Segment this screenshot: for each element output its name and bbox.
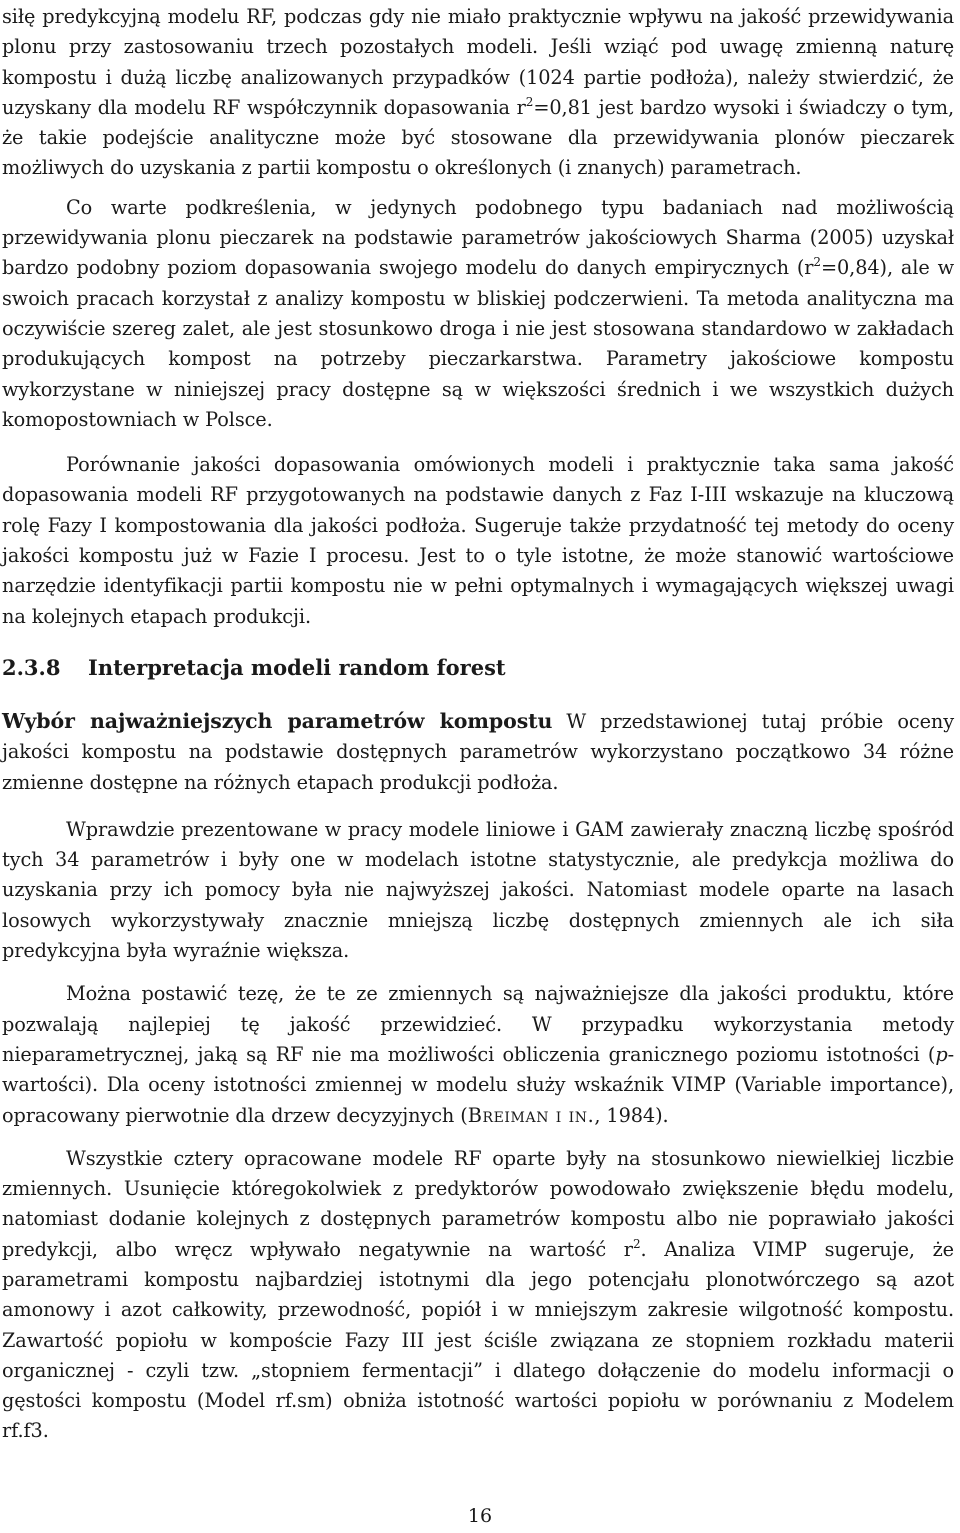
paragraph-vimp-analysis <box>2 1144 954 1447</box>
paragraph-text: Można postawić tezę, że te ze zmiennych są najważniejsze dla jakości produktu, które pozwalają najlepiej tę jakość przewidzieć. W przypadku wykorzystania metody nieparametrycznej, jaką są RF nie ma możliwości obliczenia granicznego poziomu istotności ( <box>2 982 954 1066</box>
paragraph-rf-predictive-power <box>2 2 954 184</box>
section-heading <box>2 653 954 683</box>
italic-p: p <box>935 1042 948 1066</box>
paragraph-parameter-selection <box>2 706 954 798</box>
paragraph-text: siłę predykcyjną modelu RF, podczas gdy nie miało praktycznie wpływu na jakość przewidywania plonu przy zastosowaniu trzech pozostałych modeli. Jeśli wziąć pod uwagę zmienną naturę kompostu i dużą liczbę analizowanych przypadków (1024 partie podłoża), należy stwierdzić, że uzyskany dla modelu RF współczynnik dopasowania r <box>2 5 954 119</box>
paragraph-vimp-intro <box>2 979 954 1130</box>
paragraph-phase-comparison: Porównanie jakości dopasowania omówionych modeli i praktycznie taka sama jakość dopasowania modeli RF przygotowanych na podstawie danych z Faz I-III wskazuje na kluczową rolę Fazy I kompostowania dla jakości podłoża. Sugeruje także przydatność tej metody do oceny jakości kompostu już w Fazie I procesu. Jest to o tyle istotne, że może stanowić wartościowe narzędzie identyfikacji partii kompostu nie w pełni optymalnych i wymagających większej uwagi na kolejnych etapach produkcji. <box>2 453 954 628</box>
section-number: 2.3.8 <box>2 654 61 680</box>
superscript: 2 <box>813 255 821 270</box>
page-number: 16 <box>467 1505 493 1527</box>
paragraph-text: W przedstawionej tutaj próbie oceny jakości kompostu na podstawie dostępnych parametrów wykorzystano początkowo 34 różne zmienne dostępne na różnych etapach produkcji podłoża. <box>2 709 954 794</box>
citation-authors: Breiman i in. <box>467 1103 595 1127</box>
paragraph-text: =0,81 jest bardzo wysoki i świadczy o tym, że takie podejście analityczne może być stosowane dla przewidywania plonów pieczarek możliwych do uzyskania z partii kompostu o określonych (i znanych) parametrach. <box>2 95 954 180</box>
paragraph-text: =0,84), ale w swoich pracach korzystał z analizy kompostu w bliskiej podczerwieni. Ta metoda analityczna ma oczywiście szereg zalet, ale jest stosunkowo droga i nie jest stosowana standardowo w zakładach produkujących kompost na potrzeby pieczarkarstwa. Parametry jakościowe kompostu wykorzystane w niniejszej pracy dostępne są w większości średnich i we wszystkich dużych komopostowniach w Polsce. <box>2 256 954 431</box>
paragraph-sharma-comparison <box>2 193 954 435</box>
superscript: 2 <box>632 1236 641 1251</box>
paragraph-text: Wszystkie cztery opracowane modele RF oparte były na stosunkowo niewielkiej liczbie zmiennych. Usunięcie któregokolwiek z predyktorów powodowało zwiększenie błędu modelu, natomiast dodanie kolejnych z dostępnych parametrów kompostu albo nie poprawiało jakości predykcji, albo wręcz wpływało negatywnie na wartość r <box>2 1146 954 1261</box>
runin-heading: Wybór najważniejszych parametrów kompostu <box>2 708 553 733</box>
paragraph-linear-gam-models: Wprawdzie prezentowane w pracy modele liniowe i GAM zawierały znaczną liczbę spośród tych 34 parametrów i były one w modelach istotne statystycznie, ale predykcja możliwa do uzyskania przy ich pomocy była nie najwyższej jakości. Natomiast modele oparte na lasach losowych wykorzystywały znacznie mniejszą liczbę dostępnych zmiennych ale ich siła predykcyjna była wyraźnie większa. <box>2 817 954 963</box>
section-title: Interpretacja modeli random forest <box>88 654 506 680</box>
superscript: 2 <box>525 94 534 109</box>
paragraph-text: , 1984). <box>594 1103 669 1127</box>
paragraph-text: Co warte podkreślenia, w jedynych podobnego typu badaniach nad możliwością przewidywania plonu pieczarek na podstawie parametrów jakościowych Sharma (2005) uzyskał bardzo podobny poziom dopasowania swojego modelu do danych empirycznych (r <box>2 195 954 280</box>
paragraph-text: -wartości). Dla oceny istotności zmiennej w modelu służy wskaźnik VIMP (Variable importance), opracowany pierwotnie dla drzew decyzyjnych ( <box>2 1042 954 1127</box>
paragraph-text: . Analiza VIMP sugeruje, że parametrami kompostu najbardziej istotnymi dla jego potencjału plonotwórczego są azot amonowy i azot całkowity, przewodność, popiół i w mniejszym zakresie wilgotność kompostu. Zawartość popiołu w kompoście Fazy III jest ściśle związana ze stopniem rozkładu materii organicznej - czyli tzw. „stopniem fermentacji” i dlatego dołączenie do modelu informacji o gęstości kompostu (Model rf.sm) obniża istotność wartości popiołu w porównaniu z Modelem rf.f3. <box>2 1237 954 1443</box>
